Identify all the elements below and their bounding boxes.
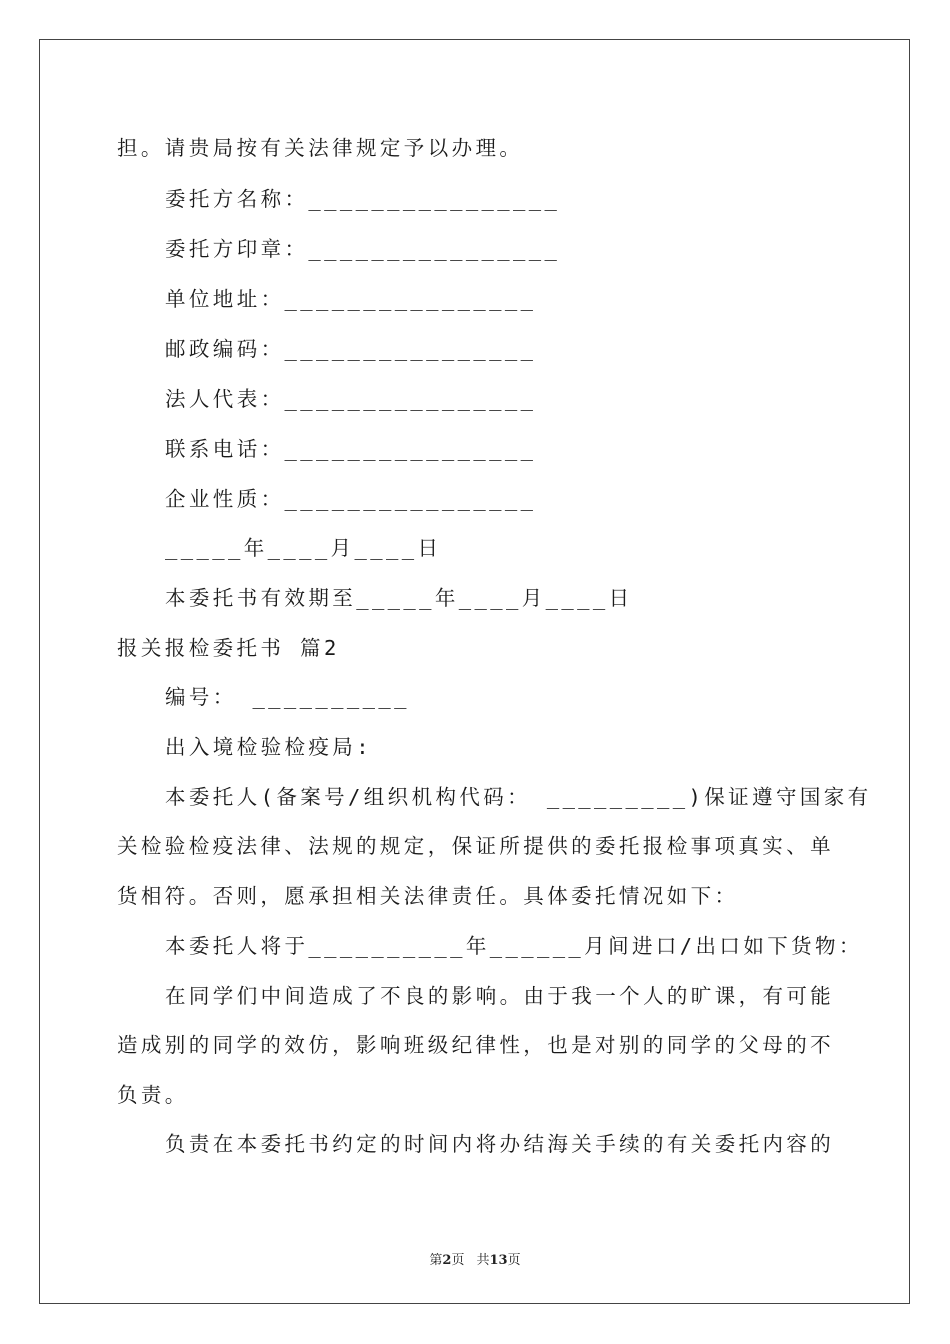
- section-heading: 报关报检委托书 篇2: [117, 636, 340, 660]
- footer-page-suffix: 页: [451, 1253, 465, 1268]
- text-line: 负责。: [117, 1083, 189, 1107]
- text-line: 担。请贵局按有关法律规定予以办理。: [117, 136, 524, 160]
- footer-total-pages: 13: [489, 1253, 508, 1268]
- text-line: 本委托人将于__________年______月间进口/出口如下货物：: [165, 934, 863, 958]
- text-line: 本委托人(备案号/组织机构代码： _________)保证遵守国家有: [165, 785, 872, 809]
- text-line: 关检验检疫法律、法规的规定，保证所提供的委托报检事项真实、单: [117, 834, 834, 858]
- text-line: 货相符。否则，愿承担相关法律责任。具体委托情况如下：: [117, 884, 739, 908]
- text-line: _____年____月____日: [165, 536, 442, 560]
- text-line: 企业性质：________________: [165, 487, 537, 511]
- text-line: 出入境检验检疫局:: [165, 735, 372, 759]
- footer-prefix: 第: [429, 1253, 443, 1268]
- text-line: 邮政编码：________________: [165, 337, 537, 361]
- text-line: 法人代表：________________: [165, 387, 537, 411]
- footer-total-suffix: 页: [507, 1253, 521, 1268]
- page-border: [39, 39, 910, 1304]
- text-line: 负责在本委托书约定的时间内将办结海关手续的有关委托内容的: [165, 1132, 835, 1156]
- text-line: 委托方印章：________________: [165, 237, 561, 261]
- text-line: 在同学们中间造成了不良的影响。由于我一个人的旷课，有可能: [165, 984, 835, 1008]
- text-line: 联系电话：________________: [165, 437, 537, 461]
- footer-total-prefix: 共: [476, 1253, 490, 1268]
- text-line: 本委托书有效期至_____年____月____日: [165, 586, 633, 610]
- footer-page-number: 2: [442, 1253, 452, 1268]
- text-line: 委托方名称：________________: [165, 187, 561, 211]
- text-line: 单位地址：________________: [165, 287, 537, 311]
- text-line: 编号： __________: [165, 685, 410, 709]
- text-line: 造成别的同学的效仿，影响班级纪律性，也是对别的同学的父母的不: [117, 1033, 834, 1057]
- page-footer: [0, 1249, 950, 1268]
